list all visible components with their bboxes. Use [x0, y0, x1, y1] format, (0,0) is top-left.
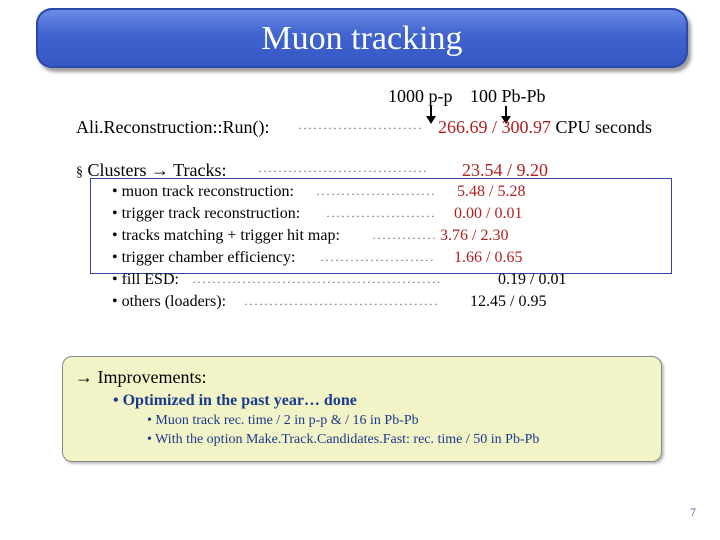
title-banner — [36, 8, 688, 68]
dot-leader: ······················· — [320, 253, 435, 267]
dot-leader: ·································· — [258, 164, 428, 178]
dot-leader: ······································· — [244, 297, 439, 311]
run-label: Ali.Reconstruction::Run(): — [76, 117, 270, 137]
dot-leader: ························· — [298, 121, 423, 135]
clusters-label: Clusters → Tracks: — [87, 160, 227, 180]
run-unit: CPU seconds — [555, 117, 653, 137]
arrow-pp — [430, 106, 432, 118]
item-value: 12.45 / 0.95 — [470, 293, 547, 310]
clusters-value: 23.54 / 9.20 — [462, 160, 549, 180]
item-value: 5.48 / 5.28 — [457, 183, 526, 200]
item-label: • fill ESD: — [112, 271, 179, 288]
improvement-point: • With the option Make.Track.Candidates.Fast: rec. time / 50 in Pb-Pb — [147, 432, 540, 447]
header-col-pp: 1000 p-p — [388, 86, 453, 106]
item-value: 0.19 / 0.01 — [498, 271, 567, 288]
item-label: • tracks matching + trigger hit map: — [112, 227, 340, 244]
bullet-icon: § — [76, 165, 83, 180]
run-value-numbers: 266.69 / 300.97 — [438, 117, 552, 137]
item-value: 0.00 / 0.01 — [454, 205, 523, 222]
item-label: • trigger chamber efficiency: — [112, 249, 296, 266]
page-number: 7 — [690, 505, 696, 519]
run-value — [438, 117, 652, 138]
improvements-heading: → Improvements: — [75, 367, 207, 387]
dot-leader: ············· — [372, 231, 437, 245]
dot-leader: ························ — [316, 187, 436, 201]
improvement-point: • Muon track rec. time / 2 in p-p & / 16 in Pb-Pb — [147, 413, 419, 428]
item-value: 1.66 / 0.65 — [454, 249, 523, 266]
improvements-box — [62, 356, 662, 462]
item-label: • muon track reconstruction: — [112, 183, 294, 200]
item-value: 3.76 / 2.30 — [440, 227, 509, 244]
slide-title: Muon tracking — [261, 20, 463, 57]
item-label: • trigger track reconstruction: — [112, 205, 301, 222]
improvements-subheading: • Optimized in the past year… done — [113, 392, 357, 409]
dot-leader: ······················ — [326, 209, 436, 223]
item-label: • others (loaders): — [112, 293, 227, 310]
header-col-pbpb: 100 Pb-Pb — [470, 86, 546, 106]
dot-leader: ·················································· — [192, 275, 442, 289]
